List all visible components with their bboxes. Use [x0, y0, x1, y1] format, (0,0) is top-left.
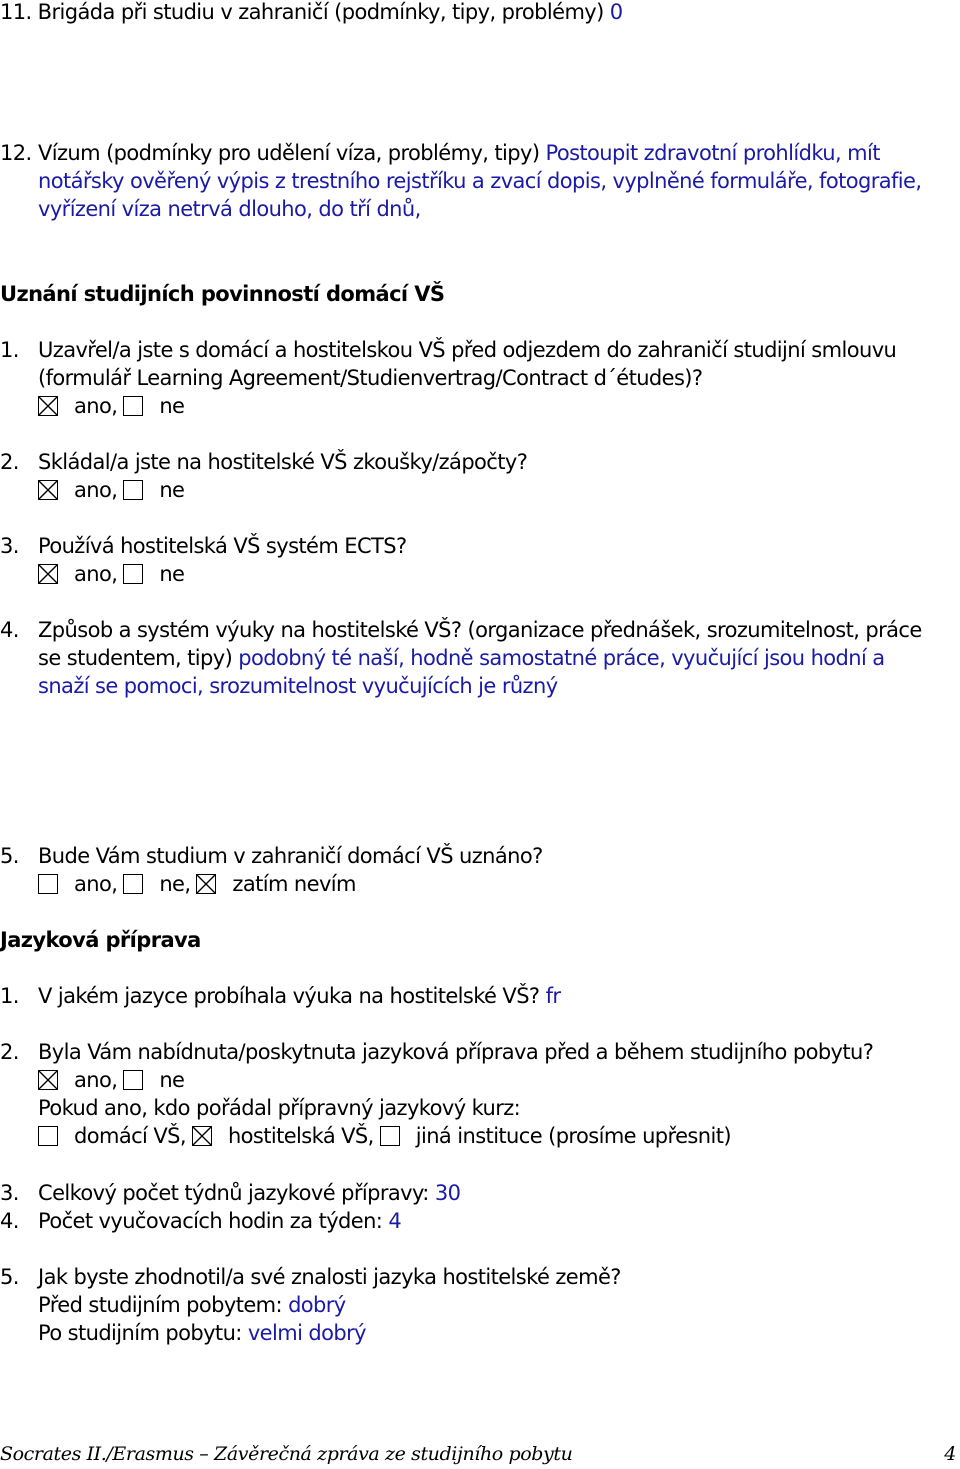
- rq4-answer-1: podobný té naší, hodně samostatné práce, vyučující jsou hodní a: [238, 646, 885, 670]
- lq2-no-label: ne: [159, 1068, 185, 1092]
- q11-text: 11. Brigáda při studiu v zahraničí (podmínky, tipy, problémy): [0, 0, 604, 24]
- rq2-text: Skládal/a jste na hostitelské VŠ zkoušky/zápočty?: [38, 450, 528, 474]
- rq3-number: 3.: [0, 534, 19, 558]
- lq5-after: [38, 1319, 366, 1347]
- lq1-answer: fr: [545, 984, 561, 1008]
- section-recognition-title: Uznání studijních povinností domácí VŠ: [0, 282, 445, 306]
- rq1-no-label: ne: [159, 394, 185, 418]
- lq4-answer: 4: [388, 1209, 402, 1233]
- rq3-options: [38, 560, 184, 588]
- lq5-text: Jak byste zhodnotil/a své znalosti jazyka hostitelské země?: [38, 1265, 621, 1289]
- footer-page-number: 4: [944, 1443, 956, 1465]
- rq4-answer-2: snaží se pomoci, srozumitelnost vyučujících je různý: [38, 674, 558, 698]
- lq5-before-label: Před studijním pobytem:: [38, 1293, 282, 1317]
- q12-answer-2: notářsky ověřený výpis z trestního rejstříku a zvací dopis, vyplněné formuláře, fotografie,: [38, 169, 922, 193]
- lq2-text: Byla Vám nabídnuta/poskytnuta jazyková příprava před a během studijního pobytu?: [38, 1040, 874, 1064]
- lq5-after-answer: velmi dobrý: [247, 1321, 366, 1345]
- lq2-yes-label: ano,: [74, 1068, 118, 1092]
- lq1-text: V jakém jazyce probíhala výuka na hostitelské VŠ?: [38, 984, 540, 1008]
- rq1-options: [38, 392, 184, 420]
- rq3-yes-label: ano,: [74, 562, 118, 586]
- footer-title: Socrates II./Erasmus – Závěrečná zpráva ze studijního pobytu: [0, 1443, 573, 1465]
- lq2-home-checkbox[interactable]: [38, 1126, 58, 1146]
- q12-answer-3: vyřízení víza netrvá dlouho, do tří dnů,: [38, 197, 421, 221]
- lq5-after-label: Po studijním pobytu:: [38, 1321, 242, 1345]
- rq4-text-1: Způsob a systém výuky na hostitelské VŠ? (organizace přednášek, srozumitelnost, práce: [38, 618, 922, 642]
- lq2-yes-checkbox[interactable]: [38, 1070, 58, 1090]
- lq2-home-label: domácí VŠ,: [74, 1124, 186, 1148]
- lq2-number: 2.: [0, 1040, 19, 1064]
- rq5-yes-checkbox[interactable]: [38, 874, 58, 894]
- lq5-number: 5.: [0, 1265, 19, 1289]
- lq5-before: [38, 1291, 346, 1319]
- rq5-no-checkbox[interactable]: [123, 874, 143, 894]
- q12-number: 12.: [0, 141, 32, 165]
- rq1-text-1: Uzavřel/a jste s domácí a hostitelskou VŠ před odjezdem do zahraničí studijní smlouvu: [38, 338, 897, 362]
- rq5-number: 5.: [0, 844, 19, 868]
- lq5-before-answer: dobrý: [288, 1293, 346, 1317]
- lq2-host-checkbox[interactable]: [192, 1126, 212, 1146]
- rq3-no-label: ne: [159, 562, 185, 586]
- lq2-options: [38, 1066, 184, 1094]
- rq3-no-checkbox[interactable]: [123, 564, 143, 584]
- lq2-other-label: jiná instituce (prosíme upřesnit): [415, 1124, 731, 1148]
- lq2-org-options: [38, 1122, 731, 1150]
- rq5-no-label: ne,: [159, 872, 191, 896]
- rq2-number: 2.: [0, 450, 19, 474]
- rq4-line2: [38, 644, 885, 672]
- rq2-no-label: ne: [159, 478, 185, 502]
- rq1-yes-checkbox[interactable]: [38, 396, 58, 416]
- rq2-options: [38, 476, 184, 504]
- lq2-host-label: hostitelská VŠ,: [227, 1124, 374, 1148]
- lq4-text: Počet vyučovacích hodin za týden:: [38, 1209, 383, 1233]
- rq5-options: [38, 870, 356, 898]
- rq3-yes-checkbox[interactable]: [38, 564, 58, 584]
- lq3-number: 3.: [0, 1181, 19, 1205]
- q12-text: Vízum (podmínky pro udělení víza, problémy, tipy): [38, 141, 540, 165]
- lq1-number: 1.: [0, 984, 19, 1008]
- lq2-no-checkbox[interactable]: [123, 1070, 143, 1090]
- rq5-text: Bude Vám studium v zahraničí domácí VŠ uznáno?: [38, 844, 543, 868]
- section-language-title: Jazyková příprava: [0, 928, 201, 952]
- rq1-number: 1.: [0, 338, 19, 362]
- lq2-other-checkbox[interactable]: [380, 1126, 400, 1146]
- q12-answer-1: Postoupit zdravotní prohlídku, mít: [545, 141, 880, 165]
- lq4-number: 4.: [0, 1209, 19, 1233]
- rq5-unknown-checkbox[interactable]: [196, 874, 216, 894]
- rq4-number: 4.: [0, 618, 19, 642]
- rq1-yes-label: ano,: [74, 394, 118, 418]
- lq2-subtext: Pokud ano, kdo pořádal přípravný jazykový kurz:: [38, 1096, 521, 1120]
- page-footer: [0, 1443, 960, 1467]
- rq5-yes-label: ano,: [74, 872, 118, 896]
- lq3-answer: 30: [434, 1181, 461, 1205]
- lq3-text: Celkový počet týdnů jazykové přípravy:: [38, 1181, 429, 1205]
- rq2-yes-label: ano,: [74, 478, 118, 502]
- q11-answer: 0: [609, 0, 623, 24]
- rq1-text-2: (formulář Learning Agreement/Studienvertrag/Contract d´études)?: [38, 366, 703, 390]
- rq2-yes-checkbox[interactable]: [38, 480, 58, 500]
- rq4-text-2: se studentem, tipy): [38, 646, 233, 670]
- rq3-text: Používá hostitelská VŠ systém ECTS?: [38, 534, 407, 558]
- rq1-no-checkbox[interactable]: [123, 396, 143, 416]
- q11-line: [0, 0, 623, 26]
- rq2-no-checkbox[interactable]: [123, 480, 143, 500]
- rq5-unknown-label: zatím nevím: [232, 872, 356, 896]
